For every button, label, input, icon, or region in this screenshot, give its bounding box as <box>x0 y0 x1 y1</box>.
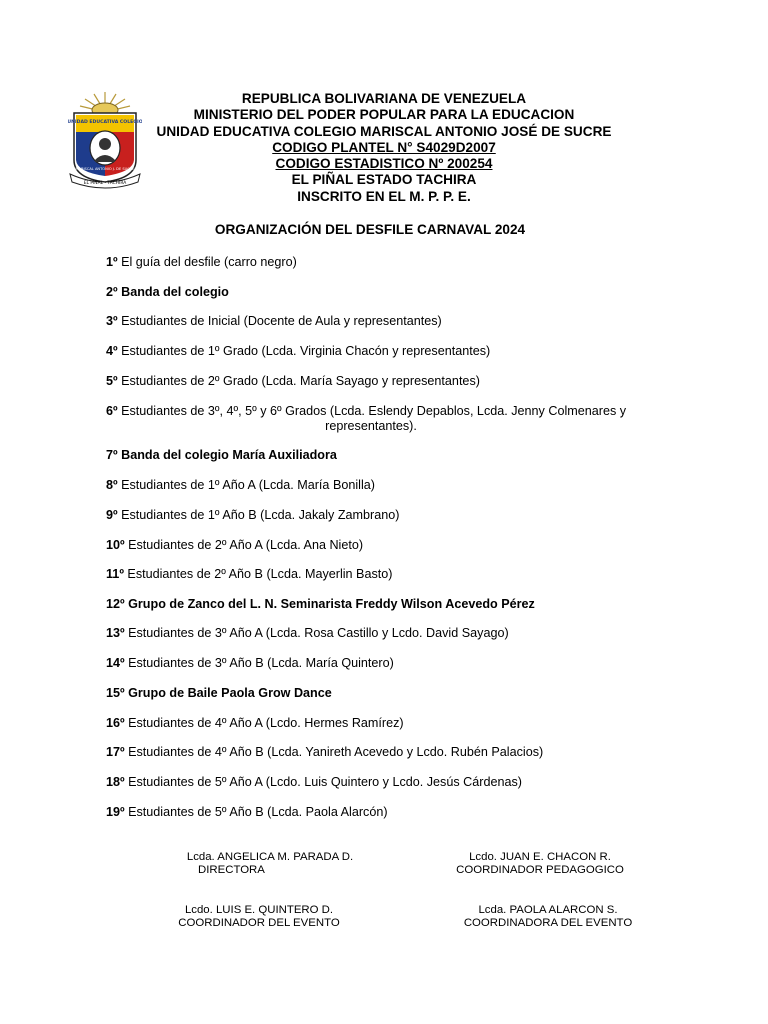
signature-directora <box>176 851 364 878</box>
header-ministry: MINISTERIO DEL PODER POPULAR PARA LA EDUCACION <box>193 107 575 123</box>
document-title: ORGANIZACIÓN DEL DESFILE CARNAVAL 2024 <box>214 222 526 237</box>
signature-name: Lcda. PAOLA ALARCON S. <box>478 904 618 916</box>
svg-text:EL PIÑAL - TACHIRA: EL PIÑAL - TACHIRA <box>83 181 127 186</box>
signature-name: Lcdo. LUIS E. QUINTERO D. <box>184 904 334 916</box>
list-item: 10º Estudiantes de 2º Año A (Lcda. Ana Nieto) <box>106 538 364 552</box>
svg-text:UNIDAD EDUCATIVA COLEGIO: UNIDAD EDUCATIVA COLEGIO <box>68 120 142 125</box>
header-statistic-code: CODIGO ESTADISTICO Nº 200254 <box>275 156 493 172</box>
list-item: 8º Estudiantes de 1º Año A (Lcda. María Bonilla) <box>106 478 375 492</box>
list-item: 9º Estudiantes de 1º Año B (Lcda. Jakaly Zambrano) <box>106 508 400 522</box>
list-item: 5º Estudiantes de 2º Grado (Lcda. María Sayago y representantes) <box>106 374 480 388</box>
signature-coordinador-pedagogico <box>440 851 640 878</box>
header-school-name: UNIDAD EDUCATIVA COLEGIO MARISCAL ANTONIO JOSÉ DE SUCRE <box>156 123 612 139</box>
list-item: 12º Grupo de Zanco del L. N. Seminarista Freddy Wilson Acevedo Pérez <box>106 597 535 611</box>
list-item: 2º Banda del colegio <box>106 285 229 299</box>
list-item: 18º Estudiantes de 5º Año A (Lcdo. Luis Quintero y Lcdo. Jesús Cárdenas) <box>106 775 522 789</box>
signature-role: DIRECTORA <box>198 864 265 877</box>
document-header <box>120 91 648 205</box>
signature-name: Lcdo. JUAN E. CHACON R. <box>469 851 611 863</box>
list-item: 11º Estudiantes de 2º Año B (Lcda. Mayerlin Basto) <box>106 567 393 581</box>
list-item: 16º Estudiantes de 4º Año A (Lcdo. Hermes Ramírez) <box>106 716 404 730</box>
header-plantel-code: CODIGO PLANTEL N° S4029D2007 <box>272 139 496 155</box>
svg-text:MARISCAL ANTONIO J. DE SUCRE: MARISCAL ANTONIO J. DE SUCRE <box>75 167 135 171</box>
signature-role: COORDINADORA DEL EVENTO <box>463 917 633 930</box>
list-item: 6º Estudiantes de 3º, 4º, 5º y 6º Grados (Lcda. Eslendy Depablos, Lcda. Jenny Colmenares y representantes). <box>106 404 627 433</box>
list-item: 15º Grupo de Baile Paola Grow Dance <box>106 686 332 700</box>
list-item: 19º Estudiantes de 5º Año B (Lcda. Paola Alarcón) <box>106 805 388 819</box>
header-registration: INSCRITO EN EL M. P. P. E. <box>297 188 471 204</box>
signature-coordinador-evento <box>164 904 354 931</box>
list-item: 7º Banda del colegio María Auxiliadora <box>106 448 337 462</box>
list-item: 1º El guía del desfile (carro negro) <box>106 255 297 269</box>
list-item: 13º Estudiantes de 3º Año A (Lcda. Rosa Castillo y Lcdo. David Sayago) <box>106 626 509 640</box>
list-item: 3º Estudiantes de Inicial (Docente de Aula y representantes) <box>106 314 442 328</box>
signature-name: Lcda. ANGELICA M. PARADA D. <box>186 851 354 863</box>
list-item: 17º Estudiantes de 4º Año B (Lcda. Yanireth Acevedo y Lcdo. Rubén Palacios) <box>106 745 544 759</box>
list-item: 4º Estudiantes de 1º Grado (Lcda. Virginia Chacón y representantes) <box>106 344 491 358</box>
signature-role: COORDINADOR DEL EVENTO <box>178 917 340 930</box>
header-republic: REPUBLICA BOLIVARIANA DE VENEZUELA <box>241 91 527 106</box>
signature-role: COORDINADOR PEDAGOGICO <box>456 864 624 877</box>
signature-coordinadora-evento <box>450 904 646 931</box>
list-item: 14º Estudiantes de 3º Año B (Lcda. María Quintero) <box>106 656 394 670</box>
header-location: EL PIÑAL ESTADO TACHIRA <box>291 172 477 188</box>
